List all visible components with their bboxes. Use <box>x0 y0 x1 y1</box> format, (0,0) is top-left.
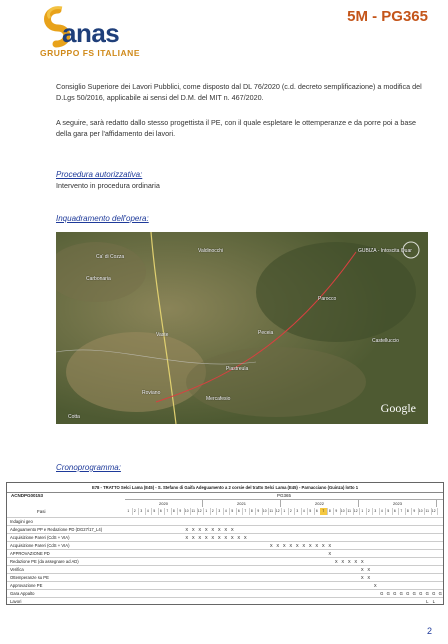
gantt-cell: G <box>399 591 403 596</box>
gantt-cell: X <box>302 543 306 548</box>
gantt-month: 12 <box>275 508 283 515</box>
gantt-cell: X <box>204 535 208 540</box>
gantt-row-label: Lavori <box>10 599 22 604</box>
gantt-month: 4 <box>301 508 309 515</box>
gantt-month: 1 <box>125 508 133 515</box>
gantt-row <box>7 573 443 581</box>
gantt-row-label: Approvazione PE <box>10 583 43 588</box>
gantt-month: 9 <box>411 508 419 515</box>
gantt-month: 6 <box>314 508 322 515</box>
gantt-cell: G <box>393 591 397 596</box>
gantt-row <box>7 549 443 557</box>
map-label: Roviano <box>142 390 161 396</box>
gantt-cell: X <box>243 535 247 540</box>
gantt-month: 7 <box>164 508 172 515</box>
map-label: Mercafesio <box>206 396 231 402</box>
gantt-month: 7 <box>242 508 250 515</box>
gantt-cell: X <box>198 527 202 532</box>
gantt-month: 12 <box>431 508 439 515</box>
gantt-month: 1 <box>359 508 367 515</box>
gantt-year: 2020 <box>125 500 203 507</box>
gantt-year: 2021 <box>203 500 281 507</box>
gantt-cell: G <box>432 591 436 596</box>
gantt-month: 6 <box>392 508 400 515</box>
gantt-cell: X <box>191 527 195 532</box>
google-watermark: Google <box>380 401 416 415</box>
map-label: Castelluccio <box>372 338 399 344</box>
logo-subtitle: GRUPPO FS ITALIANE <box>40 48 140 58</box>
gantt-row <box>7 597 443 605</box>
heading-procedura: Procedura autorizzativa: <box>56 170 143 179</box>
gantt-cell: X <box>354 559 358 564</box>
heading-inquadramento: Inquadramento dell'opera: <box>56 214 149 223</box>
gantt-month: 4 <box>145 508 153 515</box>
gantt-cell: X <box>315 543 319 548</box>
gantt-month: 10 <box>418 508 426 515</box>
gantt-row <box>7 517 443 525</box>
map-terrain <box>56 232 428 424</box>
gantt-month: 12 <box>353 508 361 515</box>
gantt-month: 8 <box>249 508 257 515</box>
gantt-month: 1 <box>281 508 289 515</box>
map-label: Parocco <box>318 296 337 302</box>
gantt-cell: X <box>185 527 189 532</box>
gantt-cell: G <box>406 591 410 596</box>
gantt-cell: X <box>217 527 221 532</box>
gantt-month: 3 <box>294 508 302 515</box>
gantt-month: 4 <box>223 508 231 515</box>
gantt-month: 8 <box>405 508 413 515</box>
gantt-cell: X <box>334 559 338 564</box>
gantt-month: 2 <box>366 508 374 515</box>
gantt-cell: X <box>373 583 377 588</box>
gantt-month: 5 <box>385 508 393 515</box>
gantt-cell: X <box>347 559 351 564</box>
gantt-months <box>125 508 443 515</box>
map-label: Valdinocchi <box>198 248 224 254</box>
gantt-row <box>7 533 443 541</box>
gantt-cell: X <box>276 543 280 548</box>
gantt-row-label: Ottemperanze su PE <box>10 575 49 580</box>
gantt-cell: X <box>224 527 228 532</box>
gantt-month: 2 <box>132 508 140 515</box>
gantt-row-label: Gara Appalto <box>10 591 35 596</box>
gantt-row <box>7 581 443 589</box>
gantt-row <box>7 541 443 549</box>
logo-word: anas <box>62 18 120 48</box>
gantt-phase-header: Fasi <box>37 509 46 514</box>
gantt-row-label: Verifica <box>10 567 24 572</box>
gantt-month: 5 <box>229 508 237 515</box>
gantt-month: 7 <box>398 508 406 515</box>
gantt-month: 7 <box>320 508 328 515</box>
gantt-year: 2023 <box>359 500 437 507</box>
gantt-month: 9 <box>255 508 263 515</box>
paragraph-2: A seguire, sarà redatto dallo stesso progettista il PE, con il quale espletare le ottemperanze e da porre poi a base della gara per l'affidamento dei lavori. <box>56 118 416 138</box>
gantt-month: 3 <box>138 508 146 515</box>
gantt-cell: X <box>341 559 345 564</box>
paragraph-1: Consiglio Superiore dei Lavori Pubblici, come disposto dal DL 76/2020 (c.d. decreto semplificazione) a modifica del D.Lgs 50/2016, applicabile ai sensi del D.M. del MIT n. 467/2020. <box>56 82 422 102</box>
gantt-month: 2 <box>288 508 296 515</box>
gantt-row <box>7 565 443 573</box>
gantt-cell: L <box>432 599 435 604</box>
gantt-cell: X <box>224 535 228 540</box>
gantt-month: 11 <box>268 508 276 515</box>
gantt-cell: X <box>237 535 241 540</box>
gantt-title: E78 - TRATTO Selci Lama (E45) - S. Stefano di Gaifa Adeguamento a 2 corsie del tratto Selci Lama (E45) - Parnacciano (Guinza) lotto 1 <box>7 483 443 493</box>
gantt-cell: X <box>230 535 234 540</box>
gantt-month: 1 <box>203 508 211 515</box>
gantt-cell: X <box>360 575 364 580</box>
gantt-row <box>7 525 443 533</box>
map-label: Ca' di Cozza <box>96 254 125 260</box>
gantt-month: 10 <box>184 508 192 515</box>
procedura-text: Intervento in procedura ordinaria <box>56 181 160 190</box>
gantt-month: 5 <box>151 508 159 515</box>
gantt-period-header: PG365 <box>125 492 443 500</box>
gantt-cell: X <box>367 575 371 580</box>
map-label: Piastreula <box>226 366 249 372</box>
gantt-month: 9 <box>177 508 185 515</box>
gantt-cell: X <box>321 543 325 548</box>
gantt-cell: X <box>211 535 215 540</box>
gantt-cell: X <box>191 535 195 540</box>
gantt-code: ACNDPG00153 <box>11 493 44 498</box>
gantt-cell: G <box>380 591 384 596</box>
gantt-month: 6 <box>158 508 166 515</box>
gantt-cell: X <box>185 535 189 540</box>
gantt-cell: X <box>328 551 332 556</box>
gantt-month: 11 <box>424 508 432 515</box>
gantt-cell: X <box>204 527 208 532</box>
gantt-month: 11 <box>346 508 354 515</box>
map-label: Peceia <box>258 330 274 336</box>
gantt-row-label: Indagini geo <box>10 519 33 524</box>
gantt-row-label: Acquisizione Pareri (CdS + VIA) <box>10 535 70 540</box>
gantt-cell: X <box>289 543 293 548</box>
gantt-cell: G <box>425 591 429 596</box>
gantt-row-label: Acquisizione Pareri (CdS + VIA) <box>10 543 70 548</box>
gantt-cell: L <box>426 599 429 604</box>
gantt-row-label: Redazione PE (da assegnare ad AD) <box>10 559 79 564</box>
gantt-cell: G <box>412 591 416 596</box>
map-label: Vaste <box>156 332 169 338</box>
gantt-cell: X <box>217 535 221 540</box>
gantt-cell: G <box>386 591 390 596</box>
gantt-years <box>125 500 443 507</box>
gantt-cell: X <box>198 535 202 540</box>
gantt-month: 8 <box>171 508 179 515</box>
gantt-cell: X <box>308 543 312 548</box>
map-label: Carbonaria <box>86 276 111 282</box>
gantt-month: 3 <box>372 508 380 515</box>
gantt-row-label: Adeguamento PP e Redazione PD (DG27/17_L4) <box>10 527 103 532</box>
gantt-cell: X <box>295 543 299 548</box>
gantt-year: 2022 <box>281 500 359 507</box>
gantt-month: 9 <box>333 508 341 515</box>
gantt-row-label: APPROVAZIONE PD <box>10 551 50 556</box>
gantt-row <box>7 589 443 597</box>
gantt-cell: X <box>230 527 234 532</box>
gantt-cell: G <box>438 591 442 596</box>
gantt-month: 6 <box>236 508 244 515</box>
gantt-month: 4 <box>379 508 387 515</box>
gantt-month: 11 <box>190 508 198 515</box>
satellite-map <box>56 232 428 424</box>
map-label: Cotta <box>68 414 80 420</box>
gantt-month: 8 <box>327 508 335 515</box>
heading-cronoprogramma: Cronoprogramma: <box>56 463 121 472</box>
gantt-month: 3 <box>216 508 224 515</box>
gantt-cell: G <box>419 591 423 596</box>
gantt-cell: X <box>269 543 273 548</box>
map-label: GUBIZA - Intoscita Quar <box>358 248 412 254</box>
project-code: 5M - PG365 <box>347 8 428 25</box>
gantt-cell: X <box>367 567 371 572</box>
gantt-row <box>7 557 443 565</box>
gantt-month: 5 <box>307 508 315 515</box>
gantt-cell: X <box>282 543 286 548</box>
gantt-month: 2 <box>210 508 218 515</box>
gantt-chart <box>6 482 444 605</box>
page-number: 2 <box>426 626 432 636</box>
gantt-cell: X <box>360 567 364 572</box>
gantt-month: 10 <box>262 508 270 515</box>
gantt-cell: X <box>211 527 215 532</box>
gantt-cell: X <box>328 543 332 548</box>
gantt-month: 12 <box>197 508 205 515</box>
gantt-month: 10 <box>340 508 348 515</box>
gantt-cell: X <box>360 559 364 564</box>
